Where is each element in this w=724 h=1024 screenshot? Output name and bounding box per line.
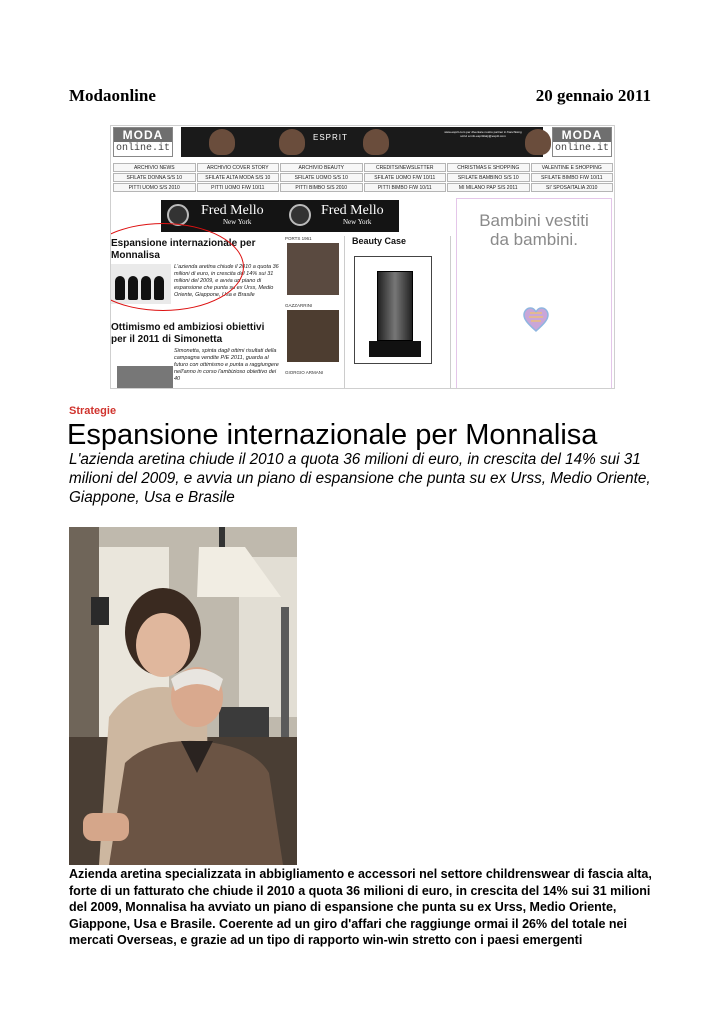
nav-row <box>113 163 614 173</box>
story2-text: Simonetta, spinta dagli ottimi risultati della campagna vendite P/E 2011, guarda al futuro con ottimismo e punta a raggiungere nell'anno in corso l'ambizioso obiettivo dei 40 <box>174 348 279 382</box>
website-screenshot <box>110 125 615 389</box>
nav-item[interactable]: PITTI BIMBO F/W 10/11 <box>364 183 447 192</box>
kids-ad-banner[interactable] <box>456 198 612 389</box>
ad-slogan <box>457 211 611 249</box>
modaonline-logo-left <box>113 127 173 157</box>
story1-headline[interactable]: Espansione internazionale per Monnalisa <box>111 238 256 261</box>
nav-item[interactable]: PITTI UOMO S/S 2010 <box>113 183 196 192</box>
nav-item[interactable]: SI' SPOSAITALIA 2010 <box>531 183 614 192</box>
fred-mello-city: New York <box>223 218 252 226</box>
heart-icon <box>523 307 549 333</box>
nav-item[interactable]: PITTI UOMO F/W 10/11 <box>197 183 280 192</box>
fred-mello-seal-icon <box>289 204 311 226</box>
brand-image[interactable] <box>287 310 339 362</box>
perfume-bottle <box>377 271 413 341</box>
banner-model-image <box>363 129 389 155</box>
ad-slogan-line: da bambini. <box>490 230 578 249</box>
nav-item[interactable]: ARCHIVIO COVER STORY <box>197 163 280 172</box>
fred-mello-name: Fred Mello <box>321 203 384 218</box>
page-header <box>69 86 651 108</box>
nav-item[interactable]: MI MILANO PAP S/S 2011 <box>447 183 530 192</box>
story1-text: L'azienda aretina chiude il 2010 a quota 36 milioni di euro, in crescita del 14% sui 31 milioni del 2009, e avvia un piano di espansione che punta su ex Urss, Medio Oriente, Giappone, Usa e Brasile <box>174 264 279 298</box>
nav-item[interactable]: PITTI BIMBO S/S 2010 <box>280 183 363 192</box>
esprit-banner <box>181 127 543 157</box>
couple-photo <box>69 527 297 865</box>
logo-bottom-text: online.it <box>115 143 170 154</box>
nav-item[interactable]: SFILATE BIMBO F/W 10/11 <box>531 173 614 182</box>
nav-row <box>113 173 614 183</box>
site-nav <box>113 163 614 193</box>
brand-label[interactable]: GAZZARRINI <box>285 303 313 308</box>
nav-item[interactable]: SFILATE UOMO S/S 10 <box>280 173 363 182</box>
nav-item[interactable]: SFILATE BAMBINO S/S 10 <box>447 173 530 182</box>
article-rubric: Strategie <box>69 405 117 417</box>
nav-item[interactable]: SFILATE UOMO F/W 10/11 <box>364 173 447 182</box>
article-lede: L'azienda aretina chiude il 2010 a quota 36 milioni di euro, in crescita del 14% sui 31 milioni del 2009, e avvia un piano di espansione che punta su ex Urss, Medio Oriente, Giappone, Usa e Brasile <box>69 451 651 506</box>
brand-label[interactable]: PORTS 1961 <box>285 236 312 241</box>
beauty-case-title[interactable]: Beauty Case <box>352 236 407 246</box>
banner-model-image <box>279 129 305 155</box>
nav-item[interactable]: CHRISTMAS E SHOPPING <box>447 163 530 172</box>
nav-item[interactable]: ARCHIVIO NEWS <box>113 163 196 172</box>
logo-top-text: MODA <box>114 128 172 142</box>
beauty-case-column <box>349 236 451 389</box>
beauty-case-image[interactable] <box>354 256 432 364</box>
nav-item[interactable]: ARCHIVIO BEAUTY <box>280 163 363 172</box>
banner-model-image <box>525 129 551 155</box>
logo-top-text: MODA <box>553 128 611 142</box>
nav-item[interactable]: CREDITS/NEWSLETTER <box>364 163 447 172</box>
story2-headline[interactable]: Ottimismo ed ambiziosi obiettivi per il 2011 di Simonetta <box>111 322 265 345</box>
brand-image[interactable] <box>287 243 339 295</box>
perfume-base <box>369 341 421 357</box>
nav-item[interactable]: SFILATE DONNA S/S 10 <box>113 173 196 182</box>
fred-mello-name: Fred Mello <box>201 203 264 218</box>
modaonline-logo-right <box>552 127 612 157</box>
nav-item[interactable]: SFILATE ALTA MODA S/S 10 <box>197 173 280 182</box>
brand-column <box>285 236 345 389</box>
ad-slogan-line: Bambini vestiti <box>479 211 589 230</box>
article-title: Espansione internazionale per Monnalisa <box>67 419 598 451</box>
story2-thumbnail[interactable] <box>117 366 173 389</box>
article-photo <box>69 527 297 865</box>
banner-model-image <box>209 129 235 155</box>
banner-brand: ESPRIT <box>313 133 348 142</box>
fred-mello-city: New York <box>343 218 372 226</box>
article-body: Azienda aretina specializzata in abbigliamento e accessori nel settore childrenswear di fascia alta, forte di un fatturato che chiude il 2010 a quota 36 milioni di euro, in crescita del 14% sui 31 milioni del 2009, Monnalisa ha avviato un piano di espansione che punta su ex Urss, Medio Oriente, Giappone, Usa e Brasile. Coerente ad un giro d'affari che raggiunge ormai il 26% del totale nei mercati Overseas, e grazie ad un tipo di rapporto win-win stretto con i paesi emergenti <box>69 867 652 947</box>
brand-label[interactable]: GIORGIO ARMANI <box>285 370 324 375</box>
banner-info: www.esprit.com per diventare nostro partner in franchising scrivi a info.esprititaly@esprit.com <box>444 130 522 138</box>
nav-row <box>113 183 614 193</box>
logo-bottom-text: online.it <box>554 143 609 154</box>
source-name: Modaonline <box>69 86 156 105</box>
publication-date: 20 gennaio 2011 <box>535 86 651 105</box>
nav-item[interactable]: VALENTINE E SHOPPING <box>531 163 614 172</box>
